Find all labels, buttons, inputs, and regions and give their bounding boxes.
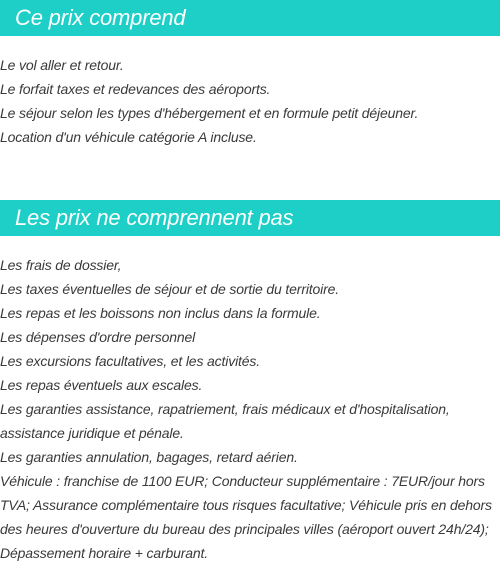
included-section-header <box>0 0 500 36</box>
included-item: Le forfait taxes et redevances des aéroports. <box>0 81 271 97</box>
included-section-title: Ce prix comprend <box>15 5 186 30</box>
excluded-list <box>0 253 500 565</box>
included-item: Location d'un véhicule catégorie A incluse. <box>0 129 257 145</box>
excluded-item: Les repas éventuels aux escales. <box>0 377 203 393</box>
excluded-item: Les taxes éventuelles de séjour et de sortie du territoire. <box>0 281 340 297</box>
excluded-item: Les frais de dossier, <box>0 257 122 273</box>
excluded-item: Les garanties assistance, rapatriement, frais médicaux et d'hospitalisation, assistance juridique et pénale. <box>0 401 450 441</box>
excluded-item: Les excursions facultatives, et les activités. <box>0 353 260 369</box>
excluded-item: Véhicule : franchise de 1100 EUR; Conducteur supplémentaire : 7EUR/jour hors TVA; Assurance complémentaire tous risques facultative; Véhicule pris en dehors des heures d'ouverture du bureau des principales villes (aéroport ouvert 24h/24); Dépassement horaire + carburant. <box>0 473 492 561</box>
included-list <box>0 53 500 149</box>
excluded-section-header <box>0 200 500 236</box>
included-item: Le séjour selon les types d'hébergement et en formule petit déjeuner. <box>0 105 419 121</box>
excluded-section-title: Les prix ne comprennent pas <box>15 205 294 230</box>
included-item: Le vol aller et retour. <box>0 57 124 73</box>
excluded-item: Les repas et les boissons non inclus dans la formule. <box>0 305 321 321</box>
excluded-item: Les garanties annulation, bagages, retard aérien. <box>0 449 298 465</box>
excluded-item: Les dépenses d'ordre personnel <box>0 329 196 345</box>
